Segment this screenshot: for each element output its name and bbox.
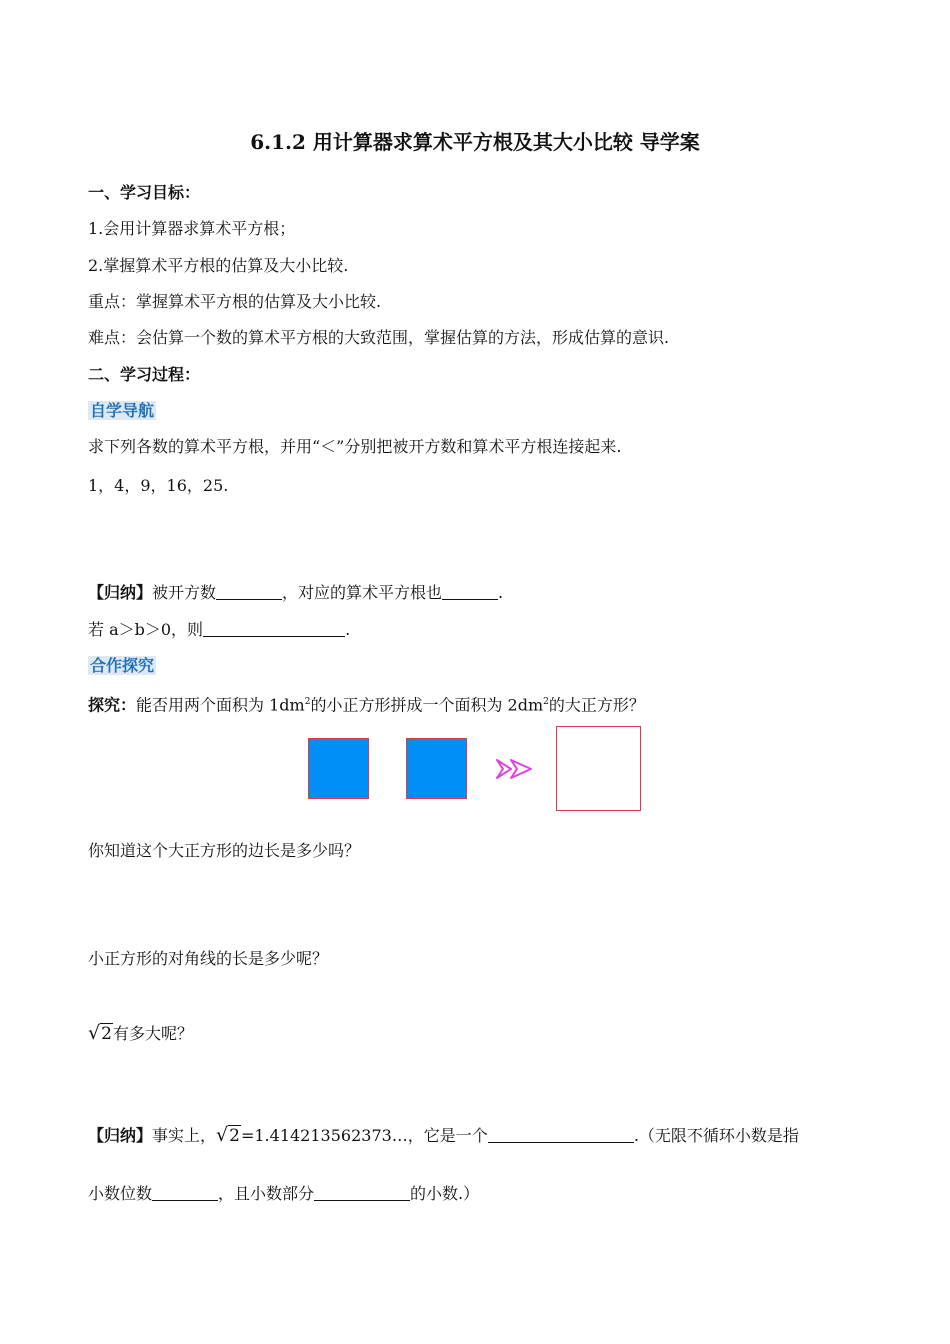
- blank-4[interactable]: [488, 1126, 634, 1143]
- blank-3[interactable]: [203, 620, 345, 637]
- summary-2-cont: [88, 1183, 479, 1205]
- difficulty-label: 难点：: [88, 328, 137, 347]
- page-title: 6.1.2 用计算器求算术平方根及其大小比较 导学案: [250, 130, 700, 154]
- explore-label: 探究：: [88, 695, 137, 715]
- coop-label: 合作探究: [90, 656, 155, 675]
- goal-1: 1.会用计算器求算术平方根；: [88, 219, 296, 238]
- inequality-end: .: [345, 620, 351, 639]
- large-square: [556, 726, 641, 811]
- superscript-2: 2: [304, 697, 311, 707]
- explore-text-c: 的大正方形？: [548, 695, 645, 715]
- summary-2-text-e: 的小数.）: [410, 1184, 480, 1203]
- radical-sign-inline: √: [216, 1124, 229, 1146]
- summary-2-label: 【归纳】: [88, 1126, 153, 1145]
- summary-1-end: .: [498, 583, 504, 602]
- summary-2-text-c: 小数位数: [88, 1184, 153, 1203]
- question-3: [88, 1022, 193, 1045]
- section1-heading: 一、学习目标：: [88, 183, 201, 202]
- radicand-inline: 2: [229, 1126, 240, 1146]
- key-point: [88, 291, 381, 313]
- number-list: 1，4，9，16，25.: [88, 476, 229, 495]
- summary-2-text-d: ，且小数部分: [218, 1184, 315, 1203]
- self-study-heading: [88, 400, 156, 422]
- task-text: 求下列各数的算术平方根，并用“＜”分别把被开方数和算术平方根连接起来.: [88, 437, 622, 456]
- difficulty-text: 会估算一个数的算术平方根的大致范围，掌握估算的方法，形成估算的意识.: [136, 328, 670, 347]
- sqrt2-value: =1.414213562373…，它是一个: [240, 1126, 488, 1145]
- summary-2: [88, 1124, 799, 1147]
- explore-text-b: 的小正方形拼成一个面积为 2dm: [310, 695, 544, 715]
- blank-2[interactable]: [442, 583, 498, 600]
- blank-5[interactable]: [152, 1184, 218, 1201]
- key-point-label: 重点：: [88, 292, 137, 311]
- difficulty: [88, 327, 669, 349]
- sqrt-2-inline: [216, 1124, 241, 1147]
- blank-1[interactable]: [216, 583, 282, 600]
- summary-1-text-b: ，对应的算术平方根也: [282, 583, 443, 602]
- summary-2-text-b: .（无限不循环小数是指: [633, 1126, 799, 1145]
- superscript-2b: 2: [543, 697, 549, 707]
- small-square-1: [308, 738, 369, 799]
- sqrt-2: [88, 1022, 113, 1045]
- summary-1-label: 【归纳】: [88, 583, 153, 602]
- explore-text-a: 能否用两个面积为 1dm: [136, 695, 305, 715]
- radicand: 2: [101, 1024, 112, 1044]
- inequality-text: 若 a＞b＞0，则: [88, 620, 204, 639]
- blank-6[interactable]: [314, 1184, 410, 1201]
- key-point-text: 掌握算术平方根的估算及大小比较.: [136, 292, 382, 311]
- double-chevron-right-icon: [495, 756, 535, 782]
- summary-2-text-a: 事实上，: [152, 1126, 217, 1145]
- summary-1: [88, 582, 503, 604]
- goal-2: 2.掌握算术平方根的估算及大小比较.: [88, 256, 349, 275]
- question-3-text: 有多大呢？: [112, 1024, 193, 1043]
- radical-sign: √: [88, 1022, 101, 1044]
- small-square-2: [406, 738, 467, 799]
- explore-line: [88, 691, 645, 716]
- self-study-label: 自学导航: [90, 401, 155, 420]
- question-2: 小正方形的对角线的长是多少呢？: [88, 949, 329, 968]
- section2-heading: 二、学习过程：: [88, 365, 201, 384]
- coop-heading: [88, 655, 156, 677]
- inequality-line: [88, 619, 350, 641]
- summary-1-text-a: 被开方数: [152, 583, 217, 602]
- question-1: 你知道这个大正方形的边长是多少吗？: [88, 841, 361, 860]
